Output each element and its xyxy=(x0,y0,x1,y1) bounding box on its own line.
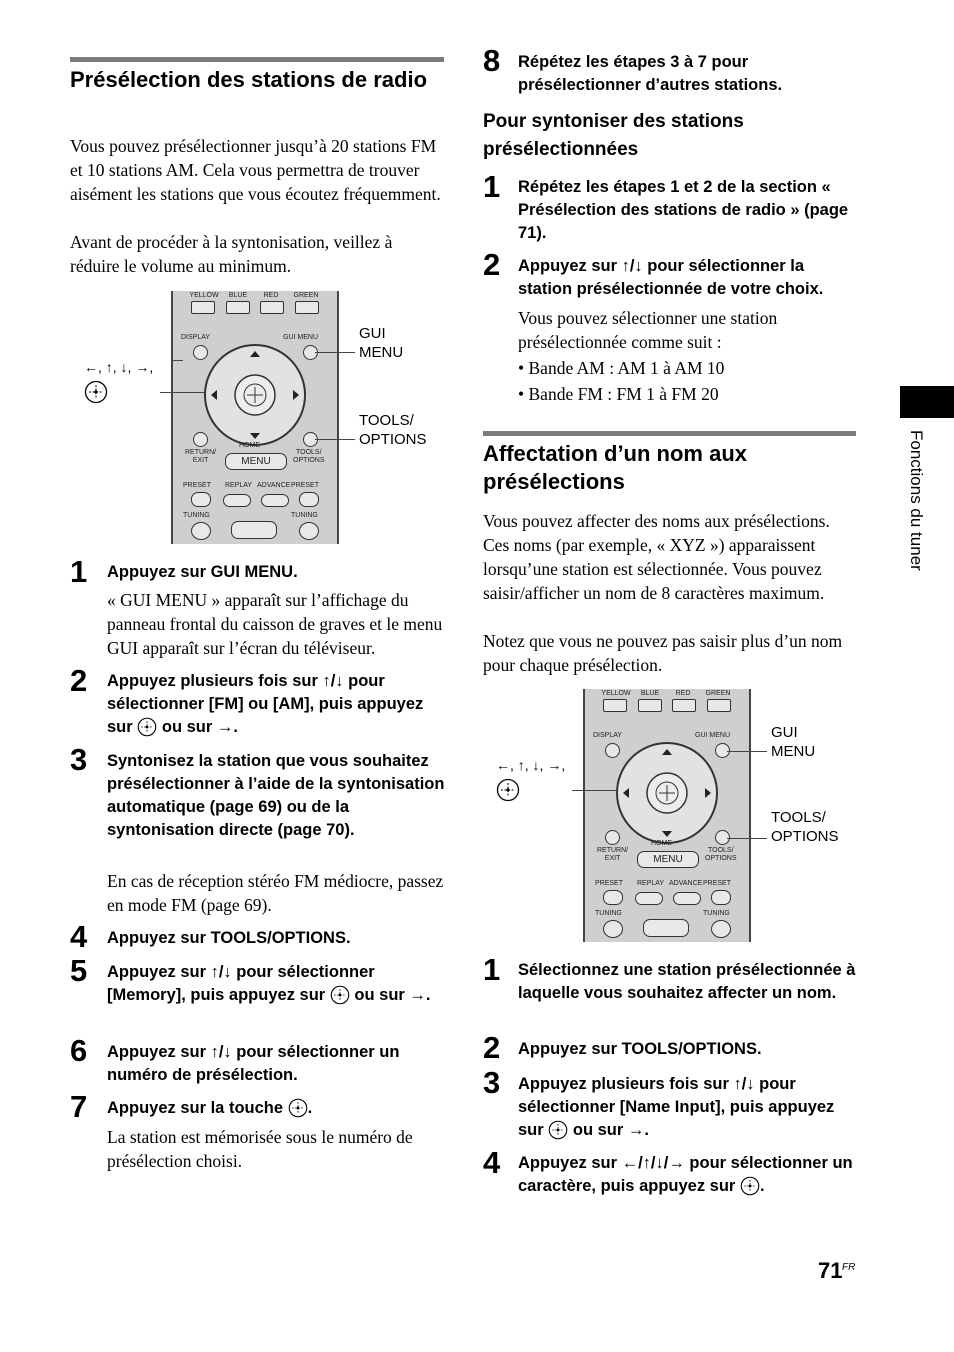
section-heading: Présélection des stations de radio xyxy=(70,67,428,92)
enter-icon xyxy=(740,1176,760,1196)
red-button xyxy=(672,699,696,712)
step-text: Appuyez sur ←/↑/↓/→ pour sélectionner un caractère, puis appuyez sur . xyxy=(518,1154,853,1195)
step-note: Vous pouvez sélectionner une station présélectionnée comme suit : xyxy=(518,308,778,352)
preset-plus-label: PRESET xyxy=(703,880,732,887)
step-note: En cas de réception stéréo FM médiocre, passez en mode FM (page 69). xyxy=(107,871,444,915)
step-text: Répétez les étapes 1 et 2 de la section « Présélection des stations de radio » (page 71). xyxy=(518,178,849,242)
callout-gui-menu: GUI MENU xyxy=(771,724,816,760)
replay-button xyxy=(223,494,251,507)
step-number: 3 xyxy=(483,1065,501,1100)
heading-rule xyxy=(483,431,856,436)
blue-button xyxy=(226,301,250,314)
step-text: Appuyez sur la touche . xyxy=(107,1099,313,1117)
step-number: 2 xyxy=(483,1030,501,1065)
callout-line-gui xyxy=(315,352,355,353)
home-label: HOME xyxy=(651,840,672,847)
gui-menu-label: GUI MENU xyxy=(695,732,730,739)
blue-button xyxy=(638,699,662,712)
step-number: 4 xyxy=(70,919,88,954)
tuning-plus-label: TUNING xyxy=(291,512,318,519)
side-tab-marker xyxy=(900,386,954,418)
yellow-button xyxy=(603,699,627,712)
step-text: Sélectionnez une station présélectionnée à laquelle vous souhaitez affecter un nom. xyxy=(518,961,856,1002)
preset-plus-button xyxy=(299,492,319,507)
intro-paragraph-2: Avant de procéder à la syntonisation, veillez à réduire le volume au minimum. xyxy=(70,232,393,276)
preset-plus-label: PRESET xyxy=(291,482,320,489)
step-note: « GUI MENU » apparaît sur l’affichage du panneau frontal du caisson de graves et le menu GUI apparaît sur l’écran du téléviseur. xyxy=(107,590,443,658)
intro-paragraph: Vous pouvez affecter des noms aux présélections. Ces noms (par exemple, « XYZ ») apparaissent lorsqu’une station est sélectionnée. Vous pouvez saisir/afficher un nom de 8 caractères maximum. xyxy=(483,511,830,603)
heading-rule xyxy=(70,57,444,62)
preset-minus-label: PRESET xyxy=(183,482,212,489)
preset-plus-button xyxy=(711,890,731,905)
red-label: RED xyxy=(675,690,691,697)
play-button xyxy=(643,919,689,937)
enter-icon xyxy=(496,778,520,802)
step-text: Appuyez sur GUI MENU. xyxy=(107,563,298,581)
tools-label: TOOLS/ OPTIONS xyxy=(293,449,325,464)
step-text: Appuyez plusieurs fois sur ↑/↓ pour sélectionner [Name Input], puis appuyez sur ou sur →. xyxy=(518,1075,835,1139)
enter-icon xyxy=(330,985,350,1005)
callout-arrows: ←, ↑, ↓, →, xyxy=(496,757,566,773)
subheading: Pour syntoniser des stations présélectionnées xyxy=(483,111,744,160)
step-text: Répétez les étapes 3 à 7 pour présélectionner d’autres stations. xyxy=(518,53,783,94)
step-number: 1 xyxy=(70,554,88,589)
display-label: DISPLAY xyxy=(181,334,211,341)
enter-icon xyxy=(84,380,108,404)
tuning-minus-label: TUNING xyxy=(183,512,210,519)
enter-icon xyxy=(288,1098,308,1118)
side-tab-label xyxy=(903,430,933,620)
tools-label: TOOLS/ OPTIONS xyxy=(705,847,737,862)
menu-label: MENU xyxy=(653,854,683,865)
tuning-minus-button xyxy=(603,920,623,938)
navigation-pad xyxy=(203,343,307,447)
tuning-minus-label: TUNING xyxy=(595,910,622,917)
preset-minus-label: PRESET xyxy=(595,880,624,887)
callout-line-tools xyxy=(727,838,767,839)
replay-label: REPLAY xyxy=(225,482,253,489)
intro-paragraph: Vous pouvez présélectionner jusqu’à 20 stations FM et 10 stations AM. Cela vous permettra de trouver aisément les stations que vous écoutez fréquemment. xyxy=(70,136,441,204)
step-text: Appuyez sur TOOLS/OPTIONS. xyxy=(107,929,351,947)
preset-minus-button xyxy=(191,492,211,507)
menu-label: MENU xyxy=(241,456,271,467)
step-number: 1 xyxy=(483,169,501,204)
step-text: Appuyez sur ↑/↓ pour sélectionner un numéro de présélection. xyxy=(107,1043,400,1084)
preset-minus-button xyxy=(603,890,623,905)
red-button xyxy=(260,301,284,314)
yellow-label: YELLOW xyxy=(189,292,219,299)
step-number: 7 xyxy=(70,1089,88,1124)
step-text: Syntonisez la station que vous souhaitez présélectionner à l’aide de la syntonisation automatique (page 69) ou de la syntonisation directe (page 70). xyxy=(107,752,445,839)
enter-icon xyxy=(137,717,157,737)
callout-gui-menu: GUI MENU xyxy=(359,325,404,361)
side-tab-text: Fonctions du tuner xyxy=(907,430,926,571)
green-label: GREEN xyxy=(293,292,319,299)
green-button xyxy=(295,301,319,314)
advance-label: ADVANCE xyxy=(669,880,703,887)
callout-line-gui xyxy=(727,751,767,752)
return-label: RETURN/ EXIT xyxy=(597,847,629,862)
advance-button xyxy=(261,494,289,507)
yellow-label: YELLOW xyxy=(601,690,631,697)
return-button xyxy=(605,830,620,845)
callout-line-arrows xyxy=(171,360,183,361)
step-text: Appuyez plusieurs fois sur ↑/↓ pour sélectionner [FM] ou [AM], puis appuyez sur ou sur →. xyxy=(107,672,424,736)
page-suffix: FR xyxy=(842,1262,856,1273)
navigation-pad xyxy=(615,741,719,845)
bullet-item: • Bande AM : AM 1 à AM 10 xyxy=(518,358,725,378)
step-number: 3 xyxy=(70,742,88,777)
callout-arrows: ←, ↑, ↓, →, xyxy=(84,359,154,375)
return-button xyxy=(193,432,208,447)
tuning-plus-button xyxy=(711,920,731,938)
remote-illustration xyxy=(171,291,339,544)
callout-tools-options: TOOLS/ OPTIONS xyxy=(359,412,427,448)
section-heading: Affectation d’un nom aux présélections xyxy=(483,441,747,494)
bullet-item: • Bande FM : FM 1 à FM 20 xyxy=(518,384,719,404)
step-number: 1 xyxy=(483,952,501,987)
advance-label: ADVANCE xyxy=(257,482,291,489)
step-text: Appuyez sur ↑/↓ pour sélectionner [Memory], puis appuyez sur ou sur →. xyxy=(107,963,431,1004)
callout-tools-options: TOOLS/ OPTIONS xyxy=(771,809,839,845)
step-text: Appuyez sur ↑/↓ pour sélectionner la station présélectionnée de votre choix. xyxy=(518,257,824,298)
step-number: 8 xyxy=(483,43,501,78)
callout-line-arrows-2 xyxy=(160,392,204,393)
home-label: HOME xyxy=(239,442,260,449)
blue-label: BLUE xyxy=(228,292,248,299)
step-number: 4 xyxy=(483,1145,501,1180)
step-number: 6 xyxy=(70,1033,88,1068)
callout-line-tools xyxy=(315,439,355,440)
tuning-plus-label: TUNING xyxy=(703,910,730,917)
tuning-plus-button xyxy=(299,522,319,540)
red-label: RED xyxy=(263,292,279,299)
callout-line-arrows xyxy=(572,790,616,791)
green-label: GREEN xyxy=(705,690,731,697)
gui-menu-label: GUI MENU xyxy=(283,334,318,341)
step-text: Appuyez sur TOOLS/OPTIONS. xyxy=(518,1040,762,1058)
step-number: 5 xyxy=(70,953,88,988)
return-label: RETURN/ EXIT xyxy=(185,449,217,464)
display-label: DISPLAY xyxy=(593,732,623,739)
replay-label: REPLAY xyxy=(637,880,665,887)
enter-icon xyxy=(548,1120,568,1140)
play-button xyxy=(231,521,277,539)
replay-button xyxy=(635,892,663,905)
green-button xyxy=(707,699,731,712)
step-number: 2 xyxy=(70,663,88,698)
page-number: 71 xyxy=(818,1258,843,1283)
intro-paragraph-2: Notez que vous ne pouvez pas saisir plus d’un nom pour chaque présélection. xyxy=(483,631,843,675)
yellow-button xyxy=(191,301,215,314)
blue-label: BLUE xyxy=(640,690,660,697)
step-number: 2 xyxy=(483,247,501,282)
tuning-minus-button xyxy=(191,522,211,540)
step-note: La station est mémorisée sous le numéro de présélection choisi. xyxy=(107,1127,413,1171)
remote-illustration xyxy=(583,689,751,942)
advance-button xyxy=(673,892,701,905)
